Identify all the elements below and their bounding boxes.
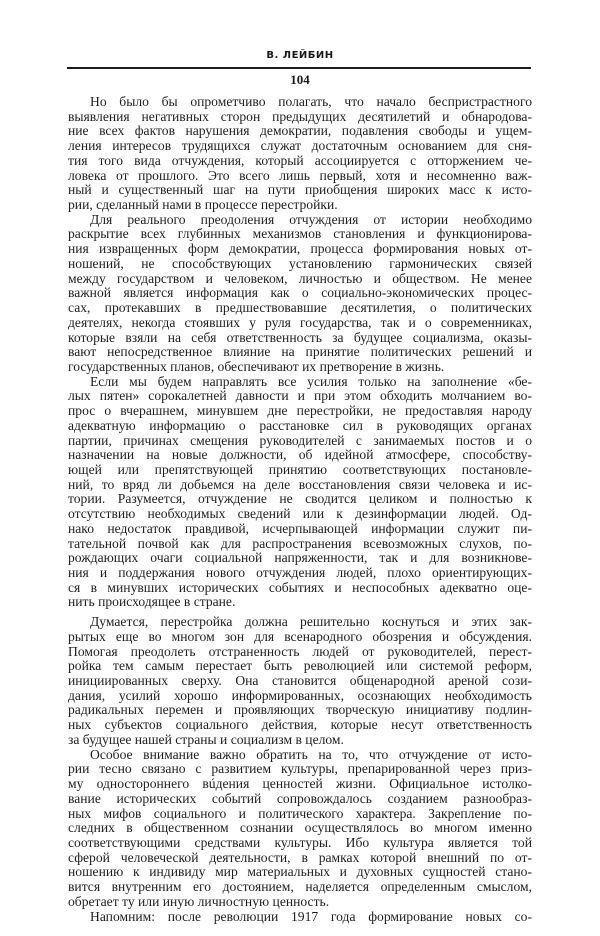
text-line: тия того вида отчуждения, который ассоциируется с отторжением че- bbox=[68, 152, 532, 168]
text-line: Напомним: после революции 1917 года формирование новых со- bbox=[90, 908, 532, 924]
text-line: адекватную информацию о расстановке сил в руководящих органах bbox=[68, 417, 532, 433]
text-line: нить происходящее в стране. bbox=[68, 594, 236, 610]
text-line: ющей или препятствующей принятию соответствующих постановле- bbox=[68, 461, 532, 477]
text-line: рытых еще во многом зон для всенародного обозрения и обсуждения. bbox=[68, 628, 532, 644]
page-number: 104 bbox=[290, 72, 310, 87]
text-line: Для реального преодоления отчуждения от истории необходимо bbox=[90, 211, 532, 227]
text-line: ношению к индивиду мир материальных и духовных сущностей стано- bbox=[68, 864, 532, 880]
text-line: нако недостаток правдивой, исчерпывающей информации служит пи- bbox=[68, 520, 532, 536]
text-line: тательной почвой как для распространения всевозможных слухов, по- bbox=[68, 535, 532, 551]
text-line: дания, усилий хорошо информированных, осознающих необходимость bbox=[68, 687, 532, 703]
text-line: за будущее нашей страны и социализм в целом. bbox=[68, 731, 344, 747]
text-line: государственных планов, обеспечивают их претворение в жизнь. bbox=[68, 358, 445, 374]
text-line: партии, причинах смещения руководителей с занимаемых постов и о bbox=[68, 432, 532, 448]
text-line: обретает ту или иную личностную ценность. bbox=[68, 893, 330, 909]
body-text bbox=[68, 95, 532, 924]
text-line: Если мы будем направлять все усилия только на заполнение «бе- bbox=[90, 373, 532, 389]
text-line: Помогая преодолеть отстраненность людей от руководителей, перест- bbox=[68, 643, 532, 659]
text-line: ных мифов социального и политического характера. Закрепление по- bbox=[68, 805, 532, 821]
text-line: ние всех фактов нарушения демократии, подавления свободы и ущем- bbox=[68, 123, 532, 139]
paragraph bbox=[68, 615, 532, 747]
text-line: Думается, перестройка должна решительно коснуться и этих зак- bbox=[90, 614, 532, 630]
text-line: вание исторических событий сопровождалось созданием разнообраз- bbox=[68, 790, 532, 806]
text-line: ройка тем самым перестает быть революцией или системой реформ, bbox=[68, 658, 532, 674]
text-line: инициированных сверху. Она становится общенародной ареной сози- bbox=[68, 673, 532, 689]
paragraph bbox=[68, 910, 532, 925]
text-line: лых пятен» сорокалетней давности и при этом обходить молчанием во- bbox=[68, 388, 532, 404]
header-rule bbox=[67, 67, 531, 69]
text-line: важной является информация как о социально-экономических процес- bbox=[68, 285, 532, 301]
paragraph bbox=[68, 213, 532, 375]
text-line: Особое внимание важно обратить на то, что отчуждение от исто- bbox=[90, 746, 532, 762]
text-line: му одностороннего вúдения ценностей жизни. Официальное истолко- bbox=[68, 776, 532, 792]
text-line: ся в минувших исторических событиях и неспособных адекватно оце- bbox=[68, 579, 532, 595]
text-line: ловека от прошлого. Это всего лишь первый, хотя и несомненно важ- bbox=[68, 167, 532, 183]
text-line: ных субъектов социального действия, которые несут ответственность bbox=[68, 717, 532, 733]
text-line: выявления негативных сторон предыдущих десятилетий и обнародова- bbox=[68, 108, 532, 124]
text-line: назначении на новые должности, об идейной атмосфере, способству- bbox=[68, 447, 532, 463]
text-line: между государством и человеком, личностью и обществом. Не менее bbox=[68, 270, 532, 286]
text-line: которые взяли на себя ответственность за будущее социализма, оказы- bbox=[68, 329, 532, 345]
text-line: ния и поддержания нового отчуждения людей, плохо ориентирующих- bbox=[68, 565, 532, 580]
text-line: тории. Разумеется, отчуждение не сводится целиком и полностью к bbox=[68, 491, 532, 507]
text-line: радикальных перемен и проявляющих творческую инициативу подлин- bbox=[68, 702, 532, 718]
paragraph bbox=[68, 748, 532, 910]
text-line: ный и существенный шаг на пути приобщения широких масс к исто- bbox=[68, 182, 532, 198]
paragraph bbox=[68, 375, 532, 611]
paragraph bbox=[68, 95, 532, 213]
text-line: отсутствию необходимых сведений или к дезинформации людей. Од- bbox=[68, 506, 532, 522]
text-line: вится внутренним его достоянием, наделяется определенным смыслом, bbox=[68, 879, 532, 895]
text-line: прос о вчерашнем, минувшем дне перестройки, не предоставляя народу bbox=[68, 403, 532, 419]
text-line: сферой человеческой деятельности, в рамках которой внешний по от- bbox=[68, 849, 532, 865]
text-line: сах, протекавших в предшествовавшие десятилетия, о политических bbox=[68, 300, 532, 316]
text-line: рождающих очаги социальной напряженности, так и для возникнове- bbox=[68, 550, 532, 566]
text-line: рии, сделанный нами в процессе перестройки. bbox=[68, 197, 338, 213]
text-line: ношений, не способствующих установлению гармонических связей bbox=[68, 255, 532, 271]
running-head-author: В. ЛЕЙБИН bbox=[266, 50, 334, 61]
text-line: рии тесно связано с развитием культуры, препарированной через приз- bbox=[68, 761, 532, 777]
text-line: соответствующими средствами культуры. Ибо культура является той bbox=[68, 834, 532, 850]
text-line: вают непосредственное влияние на принятие политических решений и bbox=[68, 344, 532, 360]
text-line: Но было бы опрометчиво полагать, что начало беспристрастного bbox=[90, 94, 532, 109]
text-line: ния извращенных форм демократии, процесса формирования новых от- bbox=[68, 241, 532, 257]
text-line: раскрытие всех глубинных механизмов становления и функционирова- bbox=[68, 226, 532, 242]
text-line: деятелях, некогда стоявших у руля государства, так и о современниках, bbox=[68, 314, 532, 330]
text-line: ления интересов трудящихся служат достаточным основанием для сня- bbox=[68, 138, 532, 154]
text-line: следних в общественном сознании осуществлялось во многом именно bbox=[68, 820, 532, 836]
text-line: ний, то вряд ли добьемся на деле восстановления связи человека и ис- bbox=[68, 476, 532, 492]
